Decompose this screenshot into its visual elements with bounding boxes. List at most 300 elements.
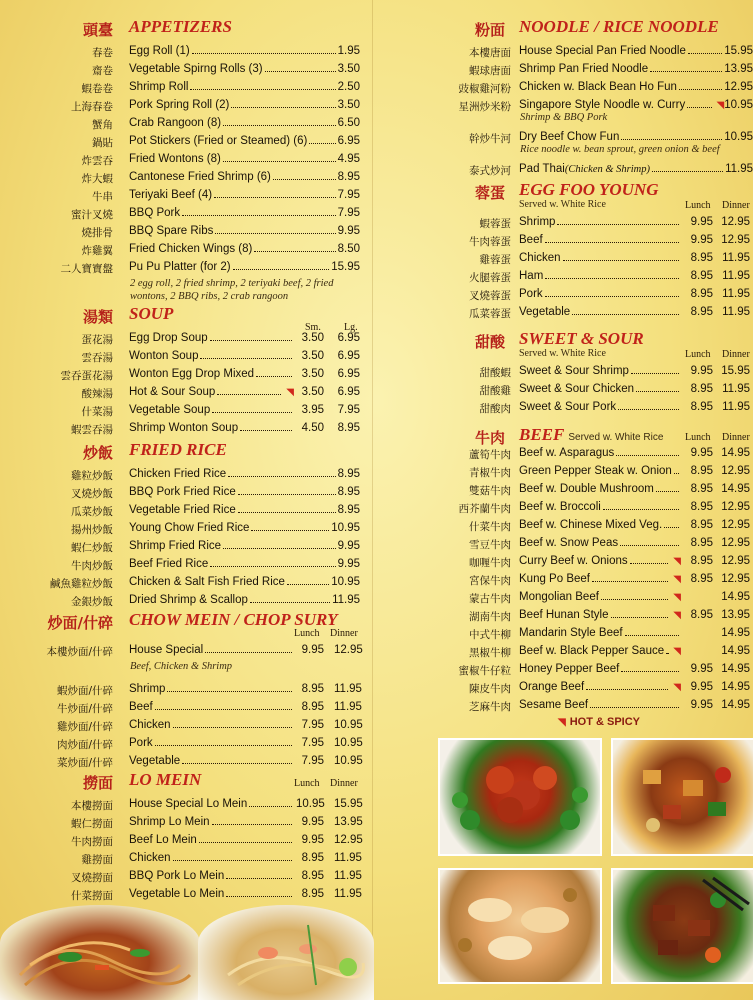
dot-leader: [688, 52, 722, 54]
section-noodle: [383, 17, 753, 179]
item-name: Vegetable Soup: [129, 404, 211, 416]
section-title: CHOW MEIN / CHOP SURY: [129, 610, 338, 629]
menu-item-row: [0, 753, 372, 771]
item-name: Shrimp Roll: [129, 81, 189, 93]
sesame-beef-photo: [611, 868, 753, 984]
item-price-dinner: 10.95: [334, 755, 363, 767]
item-chinese-name: 雪豆牛肉: [469, 539, 511, 551]
item-price-lunch: 8.95: [690, 288, 713, 300]
item-chinese-name: 蟹角: [92, 119, 113, 131]
item-price-lunch: 7.95: [301, 719, 324, 731]
item-note: (Chicken & Shrimp): [564, 164, 650, 175]
menu-item-row: [0, 735, 372, 753]
item-chinese-name: 瓜菜蓉蛋: [469, 308, 511, 320]
item-name-wrapper: [129, 701, 294, 713]
menu-item-row: [0, 466, 372, 484]
item-price-lunch: 8.95: [690, 401, 713, 413]
section-title: NOODLE / RICE NOODLE: [519, 17, 719, 36]
item-price-dinner: 12.95: [334, 644, 363, 656]
item-name: Green Pepper Steak w. Onion: [519, 465, 672, 477]
chili-icon: ◥: [286, 387, 294, 398]
menu-item-row: [383, 625, 753, 643]
item-name: Shrimp Lo Mein: [129, 816, 210, 828]
item-price-lunch: 3.50: [301, 350, 324, 362]
column-header-lunch: Lunch: [294, 628, 320, 639]
dot-leader: [687, 106, 711, 108]
item-price: 15.95: [331, 261, 360, 273]
dot-leader: [238, 493, 336, 495]
item-price-lunch: 9.95: [690, 216, 713, 228]
item-name: Shrimp: [519, 216, 556, 228]
dot-leader: [199, 841, 292, 843]
dot-leader: [621, 138, 722, 140]
item-chinese-name: 中式牛柳: [469, 629, 511, 641]
item-name-wrapper: [129, 81, 360, 93]
section-note: Served w. White Rice: [519, 348, 606, 359]
item-chinese-name: 蝦球唐面: [469, 65, 511, 77]
item-chinese-name: 牛炒面/什碎: [56, 703, 113, 715]
chili-icon: ◥: [558, 717, 566, 728]
item-chinese-name: 湖南牛肉: [469, 611, 511, 623]
dot-leader: [611, 616, 669, 618]
item-name-wrapper: [519, 573, 681, 585]
menu-item-row: [0, 384, 372, 402]
item-name-wrapper: [519, 465, 681, 477]
item-chinese-name: 雞撈面: [81, 854, 113, 866]
item-chinese-name: 牛肉撈面: [71, 836, 113, 848]
item-chinese-name: 春卷: [92, 47, 113, 59]
item-name-wrapper: [129, 207, 360, 219]
menu-item-row: [0, 832, 372, 850]
menu-item-row: [383, 381, 753, 399]
section-title: LO MEIN: [129, 770, 202, 789]
lo-mein-photo: [0, 905, 200, 1000]
item-price-lunch: 3.95: [301, 404, 324, 416]
item-price: 9.95: [337, 558, 360, 570]
menu-item-row: [0, 61, 372, 79]
item-chinese-name: 鍋貼: [92, 137, 113, 149]
item-price-lunch: 3.50: [301, 332, 324, 344]
dot-leader: [630, 562, 669, 564]
menu-item-row: [383, 286, 753, 304]
column-divider: [372, 0, 373, 1000]
item-name-wrapper: [129, 422, 294, 434]
item-chinese-name: 蝦仁炒飯: [71, 542, 113, 554]
section-header: [383, 329, 753, 363]
dot-leader: [215, 232, 335, 234]
item-name-wrapper: [519, 483, 681, 495]
chili-icon: ◥: [716, 100, 725, 111]
section-title-chinese: 炒面/什碎: [47, 614, 113, 632]
menu-item-row: [383, 43, 753, 61]
item-name-wrapper: [519, 288, 681, 300]
section-title: EGG FOO YOUNG: [519, 180, 659, 199]
dot-leader: [228, 475, 335, 477]
dot-leader: [182, 214, 335, 216]
item-chinese-name: 星洲炒米粉: [458, 101, 511, 113]
item-price-lunch: 10.95: [296, 798, 325, 810]
pad-thai-photo: [198, 905, 374, 1000]
item-name: House Special Lo Mein: [129, 798, 248, 810]
item-price-dinner: 6.95: [337, 350, 360, 362]
item-price-dinner: 12.95: [721, 537, 750, 549]
menu-item-row: [383, 535, 753, 553]
item-name-wrapper: [129, 332, 294, 344]
item-name-wrapper: [129, 755, 294, 767]
item-chinese-name: 炸雞翼: [81, 245, 113, 257]
item-chinese-name: 揚州炒飯: [71, 524, 113, 536]
dot-leader: [173, 726, 292, 728]
item-price-dinner: 11.95: [334, 888, 362, 900]
dot-leader: [666, 652, 668, 654]
item-price: 11.95: [332, 594, 360, 606]
item-name-wrapper: [129, 834, 294, 846]
kung-po-photo: [611, 738, 753, 856]
item-price-dinner: 11.95: [334, 852, 362, 864]
item-price-lunch: 8.95: [690, 465, 713, 477]
item-name: Vegetable: [519, 306, 571, 318]
item-chinese-name: 牛串: [92, 191, 113, 203]
menu-item-row: [383, 499, 753, 517]
item-name: Vegetable Lo Mein: [129, 888, 225, 900]
item-chinese-name: 本樓唐面: [469, 47, 511, 59]
item-price: 3.50: [337, 99, 360, 111]
dot-leader: [545, 277, 679, 279]
item-price-lunch: 9.95: [690, 663, 713, 675]
item-name: Singapore Style Noodle w. Curry: [519, 99, 686, 111]
section-title: SOUP: [129, 304, 174, 323]
menu-item-row: [383, 643, 753, 661]
item-name: Chicken Fried Rice: [129, 468, 227, 480]
item-name: Egg Drop Soup: [129, 332, 208, 344]
item-name-wrapper: [129, 683, 294, 695]
item-price-lunch: 8.95: [690, 270, 713, 282]
dot-leader: [620, 544, 679, 546]
menu-item-row: [383, 363, 753, 381]
item-price-lunch: 8.95: [690, 252, 713, 264]
section-header: [0, 610, 372, 639]
item-name-wrapper: [129, 99, 360, 111]
dot-leader: [233, 268, 330, 270]
item-name: Beef: [519, 234, 543, 246]
item-chinese-name: 蝦仁撈面: [71, 818, 113, 830]
dot-leader: [601, 598, 668, 600]
item-name: Beef w. Black Pepper Sauce: [519, 645, 665, 657]
item-price-lunch: 8.95: [301, 888, 324, 900]
item-name: Beef w. Snow Peas: [519, 537, 619, 549]
dot-leader: [621, 670, 679, 672]
item-name: Sweet & Sour Shrimp: [519, 365, 629, 377]
item-chinese-name: 泰式炒河: [469, 165, 511, 177]
item-chinese-name: 酸辣湯: [81, 388, 113, 400]
dot-leader: [173, 859, 292, 861]
item-name-wrapper: [129, 63, 360, 75]
item-name: Orange Beef: [519, 681, 585, 693]
item-price: 8.95: [337, 486, 360, 498]
dot-leader: [309, 142, 335, 144]
item-chinese-name: 雞炒面/什碎: [56, 721, 113, 733]
item-price-dinner: 6.95: [337, 368, 360, 380]
item-chinese-name: 雙菇牛肉: [469, 485, 511, 497]
item-name-wrapper: [519, 270, 681, 282]
menu-item-row: [383, 697, 753, 715]
menu-item-row: [383, 553, 753, 571]
item-price-dinner: 13.95: [721, 609, 750, 621]
item-chinese-name: 甜酸肉: [479, 403, 511, 415]
section-header: [383, 425, 753, 445]
item-name-wrapper: [129, 189, 360, 201]
section-title: APPETIZERS: [129, 17, 232, 36]
menu-item-row: [0, 223, 372, 241]
item-name: Pot Stickers (Fried or Steamed) (6): [129, 135, 308, 147]
menu-item-row: [0, 43, 372, 61]
menu-item-row: [0, 205, 372, 223]
item-chinese-name: 蜜汁叉燒: [71, 209, 113, 221]
item-name-wrapper: [129, 870, 294, 882]
item-chinese-name: 甜酸蝦: [479, 367, 511, 379]
item-chinese-name: 芝麻牛肉: [469, 701, 511, 713]
item-name: Dry Beef Chow Fun: [519, 131, 620, 143]
menu-item-row: [0, 484, 372, 502]
item-name: Curry Beef w. Onions: [519, 555, 628, 567]
item-name: Pork: [129, 737, 153, 749]
item-chinese-name: 陳皮牛肉: [469, 683, 511, 695]
item-name-wrapper: [129, 816, 294, 828]
chili-icon: ◥: [673, 610, 681, 621]
menu-item-row: [0, 681, 372, 699]
item-price-dinner: 8.95: [337, 422, 360, 434]
item-name: Chicken: [129, 852, 171, 864]
item-price-dinner: 14.95: [721, 591, 750, 603]
item-name-wrapper: [129, 468, 360, 480]
item-name: Beef Fried Rice: [129, 558, 209, 570]
item-description: Shrimp & BBQ Pork: [520, 112, 608, 123]
item-chinese-name: 上海春卷: [71, 101, 113, 113]
item-price-lunch: 8.95: [690, 537, 713, 549]
kung-po-illustration: [613, 740, 753, 854]
item-price-lunch: 8.95: [690, 306, 713, 318]
item-name-wrapper: [519, 45, 753, 57]
item-name: Sweet & Sour Pork: [519, 401, 617, 413]
dot-leader: [545, 295, 679, 297]
item-name-wrapper: [519, 645, 681, 657]
item-name: BBQ Pork: [129, 207, 181, 219]
item-name-wrapper: [519, 306, 681, 318]
menu-item-row: [383, 61, 753, 79]
item-name-wrapper: [519, 555, 681, 567]
menu-item-row: [383, 250, 753, 268]
column-header-small: Sm.: [305, 322, 321, 333]
item-name: Chicken & Salt Fish Fried Rice: [129, 576, 285, 588]
item-chinese-name: 蝦雲吞湯: [71, 424, 113, 436]
dot-leader: [217, 393, 281, 395]
item-name: Wonton Egg Drop Mixed: [129, 368, 255, 380]
shrimp-illustration: [440, 870, 600, 982]
item-price-dinner: 11.95: [334, 870, 362, 882]
dot-leader: [590, 706, 679, 708]
dot-leader: [240, 429, 292, 431]
dot-leader: [190, 88, 335, 90]
section-header: [0, 770, 372, 796]
section-note: Served w. White Rice: [519, 199, 606, 210]
menu-item-row: [0, 796, 372, 814]
item-name: Honey Pepper Beef: [519, 663, 620, 675]
item-name: Pu Pu Platter (for 2): [129, 261, 231, 273]
menu-item-row: [0, 868, 372, 886]
menu-item-row: [0, 115, 372, 133]
item-price: 10.95: [724, 99, 753, 111]
item-name: Shrimp Pan Fried Noodle: [519, 63, 649, 75]
section-header: [0, 440, 372, 466]
menu-item-row: [0, 169, 372, 187]
item-name-wrapper: [129, 171, 360, 183]
item-price-dinner: 14.95: [721, 483, 750, 495]
item-chinese-name: 蒙古牛肉: [469, 593, 511, 605]
item-name: House Special: [129, 644, 204, 656]
item-name: Shrimp: [129, 683, 166, 695]
item-chinese-name: 咖喱牛肉: [469, 557, 511, 569]
item-price-dinner: 14.95: [721, 627, 750, 639]
item-chinese-name: 什菜撈面: [71, 890, 113, 902]
item-price: 3.50: [337, 63, 360, 75]
section-title-chinese: 蓉蛋: [474, 184, 505, 202]
dot-leader: [250, 601, 330, 603]
item-price: 6.95: [337, 135, 360, 147]
menu-item-row: [383, 589, 753, 607]
menu-item-row: [383, 399, 753, 417]
item-price-dinner: 6.95: [337, 386, 360, 398]
dot-leader: [631, 372, 679, 374]
dot-leader: [231, 106, 335, 108]
item-price-lunch: 9.95: [690, 699, 713, 711]
item-price-lunch: 8.95: [690, 483, 713, 495]
chili-icon: ◥: [673, 556, 681, 567]
dot-leader: [557, 223, 679, 225]
item-chinese-name: 燒排骨: [81, 227, 113, 239]
column-header-lunch: Lunch: [685, 432, 711, 443]
dot-leader: [572, 313, 679, 315]
item-chinese-name: 宮保牛肉: [469, 575, 511, 587]
section-lo-mein: [0, 770, 372, 904]
item-price-dinner: 12.95: [721, 465, 750, 477]
chili-icon: ◥: [673, 574, 681, 585]
item-name-wrapper: [129, 350, 294, 362]
menu-item-row: [383, 607, 753, 625]
item-price: 13.95: [724, 63, 753, 75]
item-price-dinner: 11.95: [722, 383, 750, 395]
item-chinese-name: 蘆筍牛肉: [469, 449, 511, 461]
item-chinese-name: 黑椒牛柳: [469, 647, 511, 659]
section-title-chinese: 頭臺: [82, 21, 113, 39]
item-price-dinner: 11.95: [722, 252, 750, 264]
item-name-wrapper: [519, 591, 681, 603]
item-name-wrapper: [129, 386, 294, 398]
menu-item-row: [0, 420, 372, 438]
item-price-dinner: 12.95: [721, 555, 750, 567]
item-name-wrapper: [129, 504, 360, 516]
item-price-dinner: 11.95: [334, 701, 362, 713]
section-title: [519, 425, 663, 445]
item-price-lunch: 4.50: [301, 422, 324, 434]
item-name: Cantonese Fried Shrimp (6): [129, 171, 271, 183]
item-price-lunch: 8.95: [301, 852, 324, 864]
section-title-chinese: 撈面: [82, 774, 113, 792]
item-name-wrapper: [129, 576, 360, 588]
menu-item-row: [383, 268, 753, 286]
item-price-lunch: 8.95: [690, 383, 713, 395]
item-price-dinner: 11.95: [722, 270, 750, 282]
item-name: BBQ Spare Ribs: [129, 225, 214, 237]
section-title-chinese: 甜酸: [474, 333, 505, 351]
column-header-dinner: Dinner: [722, 200, 750, 211]
item-name: Kung Po Beef: [519, 573, 590, 585]
section-title: FRIED RICE: [129, 440, 227, 459]
item-price-dinner: 12.95: [721, 216, 750, 228]
dot-leader: [212, 823, 292, 825]
item-price-dinner: 13.95: [334, 816, 363, 828]
item-chinese-name: 什菜牛肉: [469, 521, 511, 533]
dot-leader: [679, 88, 722, 90]
item-name: Beef w. Double Mushroom: [519, 483, 654, 495]
section-title-chinese: 粉面: [474, 21, 505, 39]
dot-leader: [210, 565, 335, 567]
column-header-dinner: Dinner: [330, 778, 358, 789]
dot-leader: [251, 529, 329, 531]
item-price: 10.95: [331, 576, 360, 588]
section-title-chinese: 湯類: [82, 308, 113, 326]
menu-item-row: [383, 481, 753, 499]
dot-leader: [273, 178, 336, 180]
item-chinese-name: 肉炒面/什碎: [56, 739, 113, 751]
item-name-wrapper: [519, 163, 753, 175]
column-header-lunch: Lunch: [685, 200, 711, 211]
item-name-wrapper: [519, 252, 681, 264]
item-name: Mongolian Beef: [519, 591, 599, 603]
item-price-lunch: 3.50: [301, 368, 324, 380]
item-price-lunch: 8.95: [690, 501, 713, 513]
dot-leader: [214, 196, 336, 198]
item-name-wrapper: [129, 486, 360, 498]
section-title-text: BEEF: [519, 425, 565, 444]
menu-item-row: [383, 304, 753, 322]
section-header: [0, 304, 372, 333]
menu-item-row: [0, 886, 372, 904]
item-name-wrapper: [129, 153, 360, 165]
item-name: Sweet & Sour Chicken: [519, 383, 635, 395]
dot-leader: [603, 508, 679, 510]
section-egg-foo-young: [383, 180, 753, 322]
item-chinese-name: 雲吞蛋花湯: [60, 370, 113, 382]
column-header-dinner: Dinner: [722, 432, 750, 443]
item-price: 1.95: [337, 45, 360, 57]
menu-item-row: [383, 445, 753, 463]
item-price-lunch: 8.95: [690, 555, 713, 567]
item-chinese-name: 齋卷: [92, 65, 113, 77]
item-chinese-name: 西芥蘭牛肉: [458, 503, 511, 515]
menu-item-row: [383, 161, 753, 179]
item-name-wrapper: [129, 368, 294, 380]
chicken-illustration: [440, 740, 600, 854]
item-chinese-name: 牛肉蓉蛋: [469, 236, 511, 248]
item-price-lunch: 9.95: [690, 447, 713, 459]
item-chinese-name: 炸雲吞: [81, 155, 113, 167]
menu-item-row: [383, 679, 753, 697]
item-name: Teriyaki Beef (4): [129, 189, 213, 201]
item-price-dinner: 12.95: [721, 234, 750, 246]
dot-leader: [223, 547, 336, 549]
item-price: 10.95: [724, 131, 753, 143]
section-title: SWEET & SOUR: [519, 329, 644, 348]
